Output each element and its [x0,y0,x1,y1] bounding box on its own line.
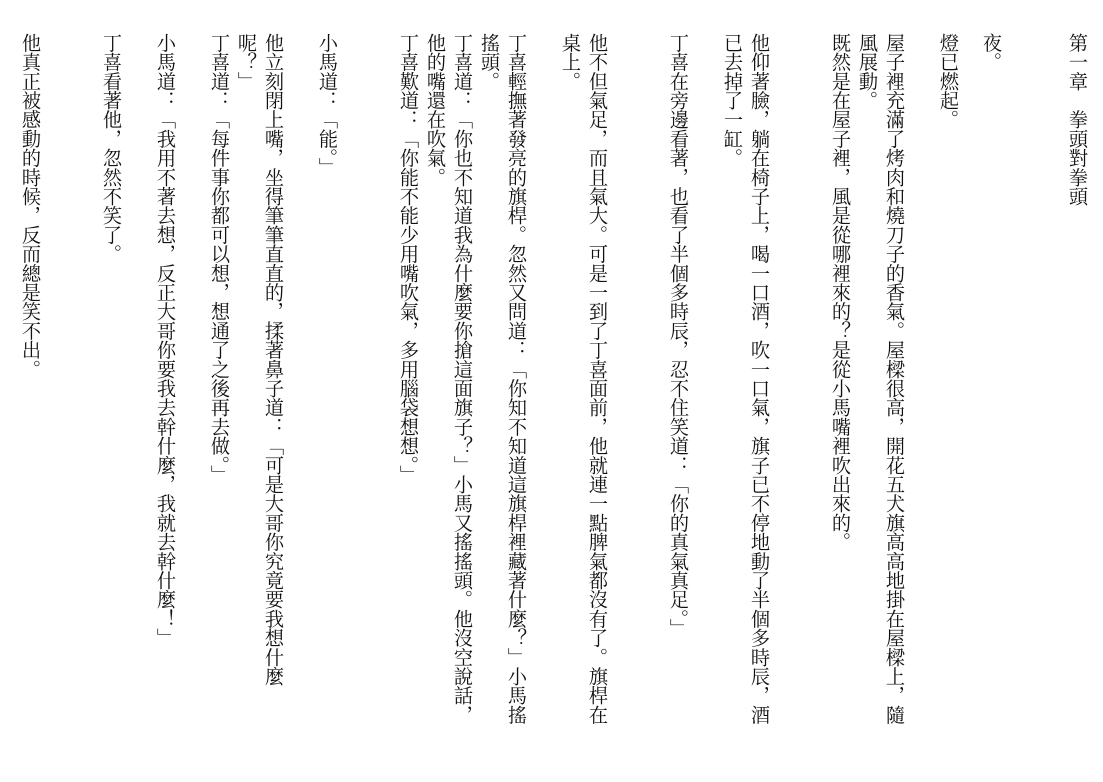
paragraph: 小馬道：「能。」 [316,33,339,177]
vertical-text-body [0,33,1103,773]
paragraph: 丁喜道：「你也不知道我為什麼要你搶這面旗子？」小馬又搖搖頭。他沒空說話，他的嘴還在吹氣。 [424,33,474,725]
paragraph: 丁喜看著他，忽然不笑了。 [100,33,123,264]
paragraph: 既然是在屋子裡，風是從哪裡來的？是從小馬嘴裡吹出來的。 [829,33,852,552]
paragraph: 燈已燃起。 [937,33,960,129]
paragraph: 丁喜道：「每件事你都可以想，想通了之後再去做。」 [208,33,231,485]
paragraph: 小馬道：「我用不著去想，反正大哥你要我去幹什麼，我就去幹什麼！」 [154,33,177,648]
paragraph: 夜。 [980,33,1003,72]
paragraph: 他立刻閉上嘴，坐得筆筆直直的，揉著鼻子道：「可是大哥你究竟要我想什麼呢？」 [235,33,285,686]
chapter-title: 第一章 拳頭對拳頭 [1066,33,1089,206]
paragraph: 他不但氣足，而且氣大。可是一到了丁喜面前，他就連一點脾氣都沒有了。旗桿在桌上。 [559,33,609,725]
paragraph: 屋子裡充滿了烤肉和燒刀子的香氣。屋樑很高，開花五犬旗高高地掛在屋樑上，隨風展動。 [856,33,906,725]
paragraph: 丁喜歎道：「你能不能少用嘴吹氣，多用腦袋想想。」 [397,33,420,485]
paragraph: 丁喜在旁邊看著，也看了半個多時辰，忍不住笑道：「你的真氣真足。」 [667,33,690,638]
paragraph: 他仰著臉，躺在椅子上，喝一口酒，吹一口氣，旗子已不停地動了半個多時辰，酒已去掉了一缸。 [721,33,771,725]
paragraph: 他真正被感動的時候，反而總是笑不出。 [19,33,42,379]
paragraph: 丁喜輕撫著發亮的旗桿。忽然又問道：「你知不知道這旗桿裡藏著什麼？」小馬搖搖頭。 [478,33,528,725]
